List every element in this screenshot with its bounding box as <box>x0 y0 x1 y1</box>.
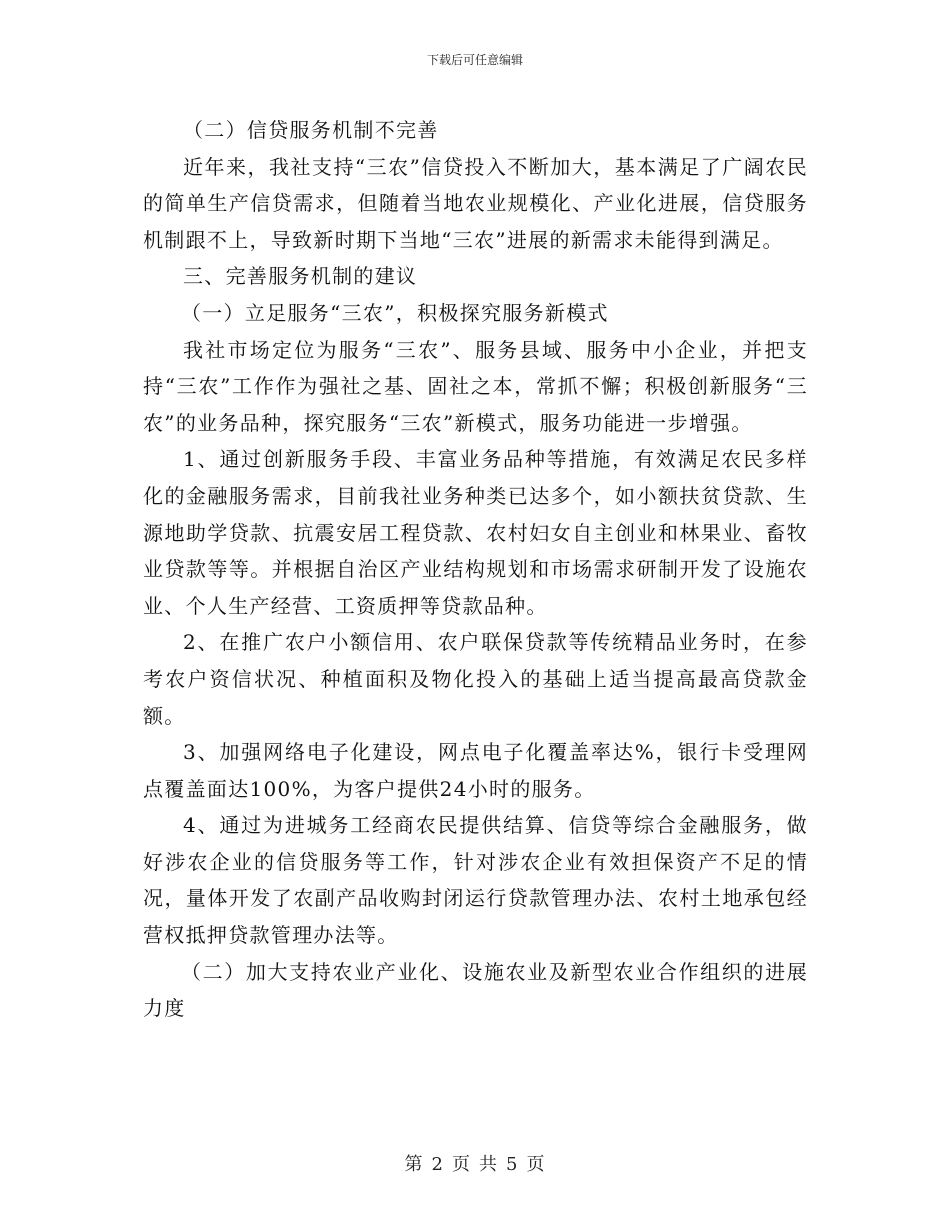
footer-total-prefix: 共 <box>479 1154 498 1175</box>
document-body <box>143 112 808 1027</box>
footer-prefix: 第 <box>404 1154 424 1175</box>
subsection-heading-service-model: （一）立足服务“三农”，积极探究服务新模式 <box>181 300 609 325</box>
subsection-heading-agri-industrialization: （二）加大支持农业产业化、设施农业及新型农业合作组织的进展力度 <box>143 959 808 1021</box>
list-item-2: 2、在推广农户小额信用、农户联保贷款等传统精品业务时，在参考农户资信状况、种植面积及物化投入的基础上适当提高最高贷款金额。 <box>143 630 808 728</box>
footer-total-unit: 页 <box>526 1154 546 1175</box>
footer-page-unit: 页 <box>452 1154 471 1175</box>
page-footer <box>0 1153 950 1177</box>
section-heading-suggestions: 三、完善服务机制的建议 <box>183 264 418 289</box>
footer-total-pages: 5 <box>506 1154 519 1175</box>
list-item-3: 3、加强网络电子化建设，网点电子化覆盖率达%，银行卡受理网点覆盖面达100%，为客户提供24小时的服务。 <box>143 740 808 801</box>
paragraph-credit-background: 近年来，我社支持“三农”信贷投入不断加大，基本满足了广阔农民的简单生产信贷需求，但随着当地农业规模化、产业化进展，信贷服务机制跟不上，导致新时期下当地“三农”进展的新需求未能得到满足。 <box>143 154 808 252</box>
section-heading-credit-mechanism: （二）信贷服务机制不完善 <box>183 118 439 142</box>
footer-current-page: 2 <box>431 1154 444 1175</box>
list-item-4: 4、通过为进城务工经商农民提供结算、信贷等综合金融服务，做好涉农企业的信贷服务等工作，针对涉农企业有效担保资产不足的情况，量体开发了农副产品收购封闭运行贷款管理办法、农村土地承包经营权抵押贷款管理办法等。 <box>143 813 808 948</box>
paragraph-market-positioning: 我社市场定位为服务“三农”、服务县域、服务中小企业，并把支持“三农”工作作为强社之基、固社之本，常抓不懈；积极创新服务“三农”的业务品种，探究服务“三农”新模式，服务功能进一步增强。 <box>143 337 808 435</box>
page-header: 下载后可任意编辑 <box>426 53 523 67</box>
list-item-1: 1、通过创新服务手段、丰富业务品种等措施，有效满足农民多样化的金融服务需求，目前我社业务种类已达多个，如小额扶贫贷款、生源地助学贷款、抗震安居工程贷款、农村妇女自主创业和林果业、畜牧业贷款等等。并根据自治区产业结构规划和市场需求研制开发了设施农业、个人生产经营、工资质押等贷款品种。 <box>143 447 808 618</box>
